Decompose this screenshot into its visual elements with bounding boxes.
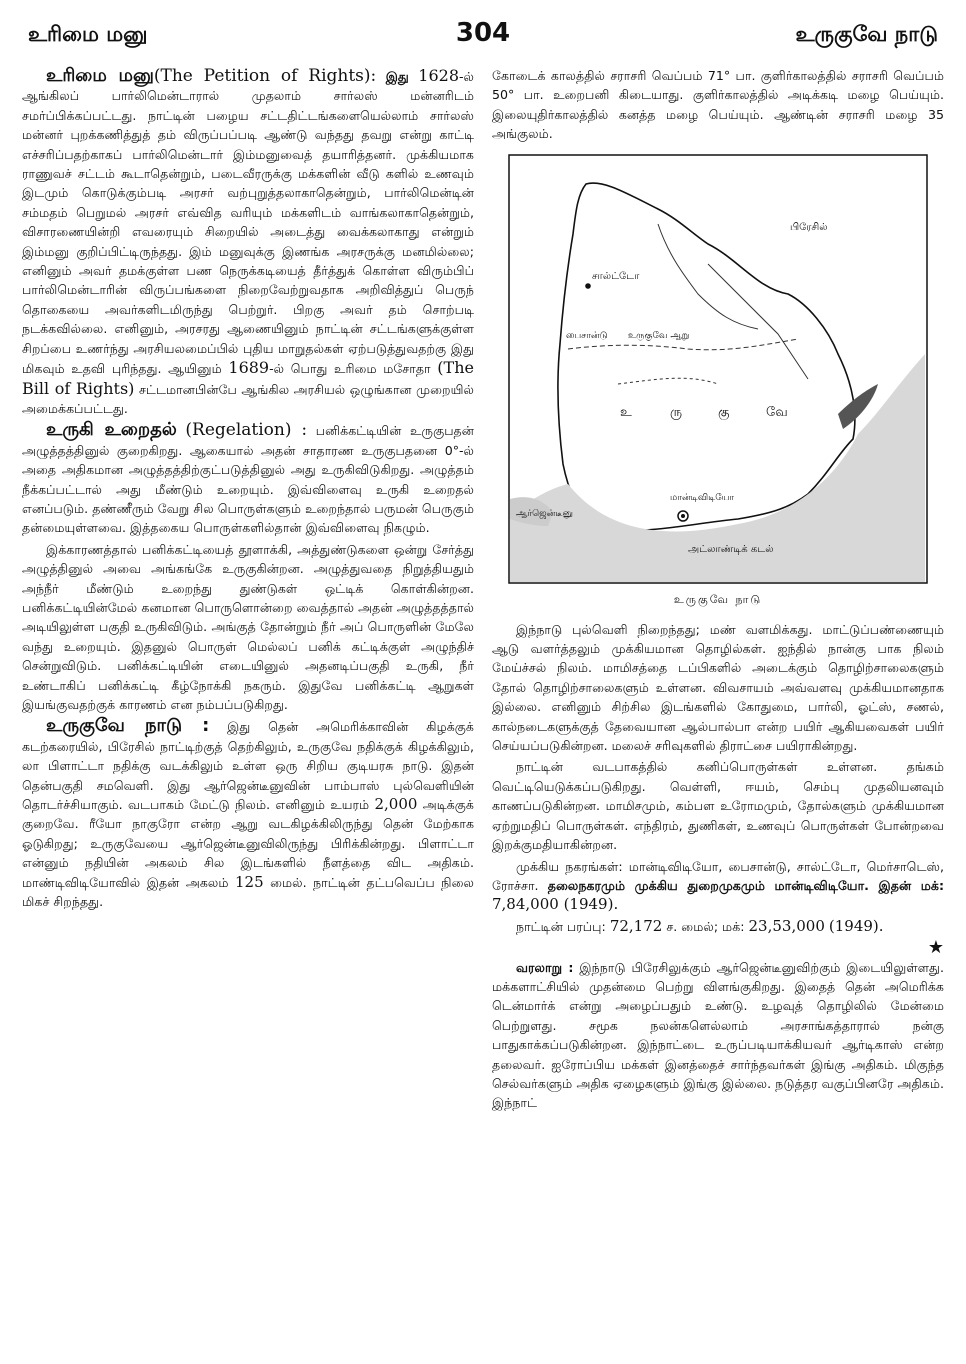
cities-list: மான்டிவிடியோ, பைசான்டு, சால்ட்டோ, மெர்சாடெஸ், ரோச்சா. <box>492 858 944 893</box>
petition-year-2: 1689 <box>228 358 270 378</box>
map-label-paysandu: பைசான்டு <box>566 330 608 341</box>
capital-population: 7,84,000 (1949). <box>492 895 619 914</box>
map-label-atlantic: அட்லாண்டிக் கடல் <box>688 543 774 555</box>
map-label-uru-1: உ <box>620 404 632 420</box>
map-label-brazil: பிரேசில் <box>790 221 828 233</box>
petition-text-3: சட்டமானபின்பே ஆங்கில அரசியல் ஒழுங்கான முறையில் அமைக்கப்பட்டது. <box>22 381 474 416</box>
map-label-uru-4: வே <box>766 404 788 420</box>
uruguay-economy: இந்நாடு புல்வெளி நிறைந்தது; மண் வளமிக்கது. மாட்டுப்பண்ணையும் ஆடு வளர்த்தலும் முக்கியமான தொழில்கள். ஐந்தில் நான்கு பாக நிலம் மேய்ச்சல் நிலம். மாமிசத்தை டப்பிகளில் அடைக்கும் தொழிற்சாலைகளும் தோல் தொழிற்சாலைகளும் உள்ளன. விவசாயம் அவ்வளவு முக்கியமானதாக இல்லை. எனினும் சிற்சில இடங்களில் கோதுமை, பார்லி, ஓட்ஸ், சணல், கால்நடைகளுக்குத் தேவையான ஆல்பால்பா என்ற பயிர் ஆகியவைகள் பயிர் செய்யப்படுகின்றன. மலைச் சரிவுகளில் திராட்சை பயிராகின்றது. <box>492 621 944 754</box>
capital-text: தலைநகரமும் முக்கிய துறைமுகமும் மான்டிவிடியோ. இதன் மக்: <box>547 877 944 893</box>
population-year: (1949). <box>828 916 884 935</box>
regelation-paragraph-2: இக்காரணத்தால் பனிக்கட்டியைத் தூளாக்கி, அத்துண்டுகளை ஒன்று சேர்த்து அழுத்தினுல் அவை அங்கங்கே உருகுகின்றன. அழுத்துவதை நிறுத்தியதும் அந்நீர் மீண்டும் உறைந்து துண்டுகள் ஒட்டிக் கொள்கின்றன. பனிக்கட்டியின்மேல் கனமான பொருளொன்றை வைத்தால் அதன் அழுத்தத்தால் அடியிலுள்ள பகுதி உருகிவிடும். அங்குத் தோன்றும் நீர் அப் பொருளின் மேலே வந்து உறையும். இதனுல் பொருள் மெல்லப் பனிக் கட்டிக்குள் அழுந்திச் சென்றுவிடும். பனிக்கட்டியின் எடையினுல் அதனடிப்பகுதி உருகி, நீர் உண்டாகிப் பனிக்கட்டி கீழ்நோக்கி நகரும். இதுவே பனிக்கட்டி ஆறுகள் இயங்குவதற்குக் காரணம் என நம்பப்படுகிறது. <box>22 541 474 712</box>
montevideo-dot-icon <box>681 514 685 518</box>
uruguay-history <box>492 958 944 1113</box>
regelation-heading: உருகி உறைதல் <box>46 419 177 441</box>
map-label-montevideo: மான்டிவிடியோ <box>670 492 735 503</box>
map-label-uru-2: ரு <box>670 404 683 420</box>
history-label: வரலாறு : <box>516 959 574 975</box>
map-label-river: உருகுவே ஆறு <box>628 330 690 341</box>
running-head <box>28 18 938 52</box>
petition-year: 1628 <box>418 66 459 85</box>
star-icon: ★ <box>927 937 944 959</box>
right-column <box>492 66 944 1356</box>
header-right-entry: உருகுவே நாடு <box>795 22 938 46</box>
map-caption: உருகுவே நாடு <box>673 592 763 606</box>
area-value: 72,172 <box>609 916 663 935</box>
history-text: இந்நாடு பிரேசிலுக்கும் ஆர்ஜென்டீனுவிற்கும் இடையிலுள்ளது. மக்களாட்சியில் முதன்மை பெற்று விளங்குகிறது. இதைத் தென் அமெரிக்க டென்மார்க் என்று அழைப்பதும் உண்டு. உழவுத் தொழிலில் மேன்மை பெற்றுளது. சமூக நலன்களெல்லாம் அரசாங்கத்தாரால் நன்கு பாதுகாக்கப்படுகின்றன. இந்நாட்டை உருப்படியாக்கியவர் ஆர்டிகாஸ் என்ற தலைவர். ஐரோப்பிய மக்கள் இனத்தைச் சார்ந்தவர்கள் இங்கு அதிகம். மிகுந்த செல்வர்களும் அதிக ஏழைகளும் இங்கு இல்லை. நடுத்தர வகுப்பினரே அதிகம். இந்நாட் <box>492 959 944 1111</box>
uruguay-height: 2,000 <box>374 795 418 814</box>
uruguay-text-3: மைல். நாட்டின் தட்பவெப்ப நிலை மிகச் சிறந்தது. <box>22 874 474 910</box>
map-label-argentina: ஆர்ஜென்டீனு <box>516 508 573 519</box>
uruguay-text-1: இது தென் அமெரிக்காவின் கிழக்குக் கடற்கரையில், பிரேசில் நாட்டிற்குத் தெற்கிலும், உருகுவே நதிக்குக் கிழக்கிலும், லா பிளாட்டா நதிக்கு வடக்கிலும் உள்ள ஒரு சிறிய குடியரசு நாடு. இதன் தென்பகுதி சமவெளி. இது ஆர்ஜென்டீனுவின் பாம்பாஸ் புல்வெளியின் தொடர்ச்சியாகும். வடபாகம் மேட்டு நிலம். எனினும் உயரம் <box>22 719 474 813</box>
salto-marker-icon <box>585 283 591 289</box>
uruguay-width: 125 <box>234 872 264 891</box>
area-label: நாட்டின் பரப்பு: <box>516 918 606 934</box>
cities-label: முக்கிய நகரங்கள்: <box>516 858 623 874</box>
uruguay-area <box>492 917 944 936</box>
regelation-heading-en: (Regelation) : <box>185 420 308 441</box>
petition-text-1: -ல் ஆங்கிலப் பார்லிமென்டாரால் முதலாம் சார்லஸ் மன்னரிடம் சமர்ப்பிக்கப்பட்டது. நாட்டின் பழைய சட்டதிட்டங்களையெல்லாம் சார்லஸ் மன்னர் புறக்கணித்துத் தம் விருப்பப்படி ஆண்டு வந்தது தவறு என்று காட்டி எச்சரிப்பதற்காகப் பார்லிமென்டார் இம்மனுவைத் தயாரித்தனர். முக்கியமாக ராணுவச் சட்டம் கூடாதென்றும், படைவீரருக்கு மக்களின் வீடு களில் உணவும் இடமும் கொடுக்கும்படி அரசர் வற்புறுத்தலாகாதென்றும், பார்லிமென்டின் சம்மதம் பெறுமல் அரசர் எவ்வித வரியும் மக்களிடம் வாங்கலாகாதென்றும், விசாரணையின்றி எவரையும் சிறையில் அடைத்து வைக்கலாகாது என்றும் இம்மனு குறிப்பிட்டிருந்தது. இம் மனுவுக்கு இணங்க அரசருக்கு மனமில்லை; எனினும் அவர் தமக்குள்ள பண நெருக்கடியைத் தீர்த்துக் கொள்ள விரும்பிப் பார்லிமென்டாரின் விருப்பங்களை நிறைவேற்றுவதாக அறிவித்துப் பெருந் தொகையை அவர்களிடமிருந்து பெற்றுர். பிறகு அவர் தம் சொற்படி நடக்கவில்லை. எனினும், அரசரது ஆணையினும் நாட்டின் சட்டங்களுக்குள்ள சிறப்பை உணர்ந்து அரசியலமைப்பில் புதிய மாறுதல்கள் ஏற்படுத்துவதற்கு இது மிகவும் உதவி புரிந்தது. ஆயினும் <box>22 69 474 377</box>
page-number: 304 <box>455 18 511 48</box>
petition-heading-en: (The Petition of Rights): <box>153 66 377 86</box>
map-label-uru-3: கு <box>718 404 730 420</box>
uruguay-map <box>508 154 928 606</box>
uruguay-minerals: நாட்டின் வடபாகத்தில் கனிப்பொருள்கள் உள்ளன. தங்கம் வெட்டியெடுக்கப்படுகிறது. வெள்ளி, ஈயம், செம்பு முதலியனவும் காணப்படுகின்றன. மாமிசமும், கம்பள உரோமமும், தோல்களும் முக்கியமான ஏற்றுமதிப் பொருள்கள். எந்திரம், துணிகள், உணவுப் பொருள்கள் போன்றவை இறக்குமதியாகின்றன. <box>492 759 944 853</box>
uruguay-heading: உருகுவே நாடு : <box>46 715 210 737</box>
left-column <box>22 66 474 1356</box>
header-left-entry: உரிமை மனு <box>28 22 148 46</box>
uruguay-text-2: அடிக்குக் குறைவே. ரீயோ நாகுரோ என்ற ஆறு வடகிழக்கிலிருந்து தென் மேற்காக ஓடுகிறது; உருகுவேயை ஆர்ஜென்டீனுவிலிருந்து பிரிக்கின்றது. பிளாட்டா என்னும் நதியின் அகலம் சில இடங்களில் நீளத்தை விட அதிகம். மாண்டிவிடியோவில் இதன் அகலம் <box>22 797 474 890</box>
petition-first-word: இது <box>385 69 409 84</box>
uruguay-cities <box>492 857 944 915</box>
regelation-text-1: பனிக்கட்டியின் உருகுபதன் அழுத்தத்தினுல் குறைகிறது. ஆகையால் அதன் சாதாரண உருகுபதனை 0°-ல் அதை அதிகமான அழுத்தத்திற்குட்படுத்தினுல் அது உருகிவிடுகிறது. அழுத்தம் நீக்கப்பட்டால் அது மீண்டும் உறையும். இவ்விளைவு உருகி உறைதல் எனப்படும். தண்ணீரும் வேறு சில பொருள்களும் உறைந்தால் பருமன் பெருகும் தன்மையுள்ளவை. இத்தகைய பொருள்களில்தான் இவ்விளைவு நிகழும். <box>22 423 474 536</box>
petition-text-2: -ல் பொது உரிமை மசோதா <box>269 361 431 377</box>
population-value: 23,53,000 <box>748 916 825 935</box>
area-unit: ச. மைல்; மக்: <box>666 918 745 934</box>
map-figure <box>508 154 928 584</box>
petition-heading: உரிமை மனு <box>46 66 154 86</box>
petition-entry <box>22 66 474 418</box>
uruguay-climate: கோடைக் காலத்தில் சராசரி வெப்பம் 71° பா. குளிர்காலத்தில் சராசரி வெப்பம் 50° பா. உறைபனி கிடையாது. குளிர்காலத்தில் அடிக்கடி மழை பெய்யும். இலையுதிர்காலத்தில் கனத்த மழை பெய்யும். ஆண்டின் சராசரி மழை 35 அங்குலம். <box>492 68 944 142</box>
map-label-salto: சால்ட்டோ <box>592 270 640 282</box>
regelation-entry <box>22 420 474 537</box>
uruguay-entry <box>22 716 474 911</box>
bill-of-rights-en: (The Bill of Rights) <box>22 358 474 398</box>
